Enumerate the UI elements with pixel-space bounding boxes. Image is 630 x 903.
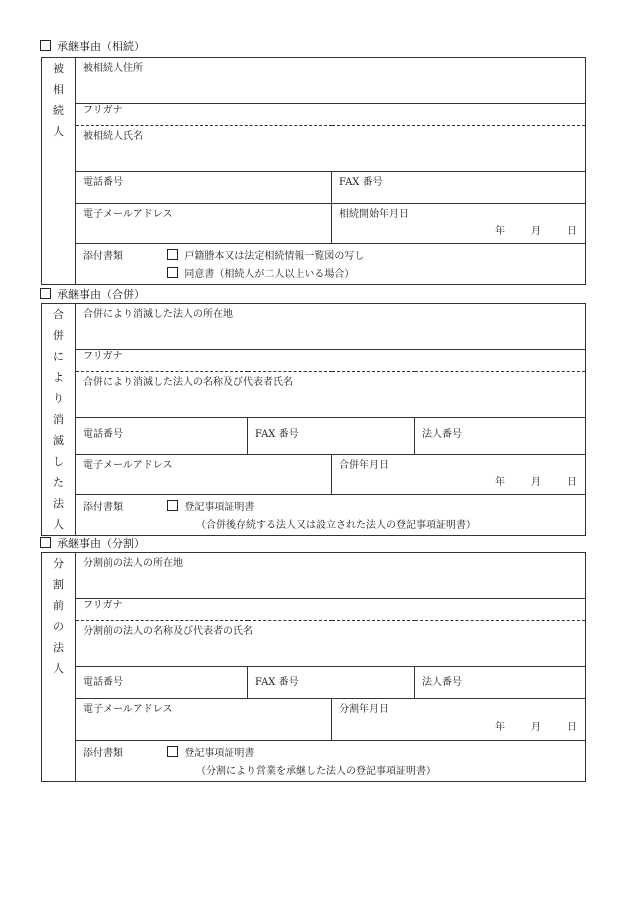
merged-corp-name-label: 合併により消滅した法人の名称及び代表者氏名 xyxy=(83,377,293,389)
registry-certificate-label: 登記事項証明書 xyxy=(184,501,255,513)
split-date-field[interactable] xyxy=(332,699,586,741)
section-split-label: 承継事由（分割） xyxy=(57,537,145,550)
corporate-number-label: 法人番号 xyxy=(422,677,462,688)
fax-field[interactable] xyxy=(248,667,415,699)
consent-label: 同意書（相続人が二人以上いる場合） xyxy=(184,269,355,280)
day-label: 日 xyxy=(567,226,577,237)
day-label: 日 xyxy=(567,722,577,733)
attachments-label: 添付書類 xyxy=(83,501,123,513)
attachments-label: 添付書類 xyxy=(83,748,123,759)
email-field[interactable] xyxy=(76,204,332,244)
year-label: 年 xyxy=(495,226,505,237)
month-label: 月 xyxy=(531,722,541,733)
furigana-label: フリガナ xyxy=(83,351,123,363)
family-register-checkbox[interactable] xyxy=(167,249,178,260)
fax-field[interactable] xyxy=(248,418,415,454)
merged-corp-address-field[interactable] xyxy=(76,304,586,350)
month-label: 月 xyxy=(531,476,541,488)
inheritance-table xyxy=(41,57,586,285)
corporate-number-field[interactable] xyxy=(415,667,586,699)
attachment-note: （合併後存続する法人又は設立された法人の登記事項証明書） xyxy=(196,519,476,531)
corporate-number-field[interactable] xyxy=(415,418,586,454)
registry-certificate-checkbox[interactable] xyxy=(167,746,178,757)
attachments-label: 添付書類 xyxy=(83,251,123,262)
attachments-field xyxy=(76,494,586,535)
email-label: 電子メールアドレス xyxy=(83,209,173,220)
decedent-furigana-field[interactable] xyxy=(76,104,586,126)
merger-table xyxy=(41,303,586,536)
decedent-name-field[interactable] xyxy=(76,126,586,172)
merged-corp-side-label: 合併により消滅した法人 xyxy=(42,304,76,536)
phone-label: 電話番号 xyxy=(83,429,123,441)
year-label: 年 xyxy=(495,722,505,733)
decedent-address-field[interactable] xyxy=(76,58,586,104)
phone-label: 電話番号 xyxy=(83,677,123,688)
email-field[interactable] xyxy=(76,699,332,741)
fax-label: FAX 番号 xyxy=(255,429,299,441)
split-date-label: 分割年月日 xyxy=(339,704,389,715)
pre-split-corp-name-label: 分割前の法人の名称及び代表者の氏名 xyxy=(83,626,253,637)
phone-field[interactable] xyxy=(76,667,248,699)
phone-label: 電話番号 xyxy=(83,177,123,188)
attachment-note: （分割により営業を承継した法人の登記事項証明書） xyxy=(196,766,436,777)
fax-label: FAX 番号 xyxy=(339,177,383,188)
pre-split-corp-address-field[interactable] xyxy=(76,553,586,599)
furigana-label: フリガナ xyxy=(83,600,123,611)
fax-label: FAX 番号 xyxy=(255,677,299,688)
email-label: 電子メールアドレス xyxy=(83,459,173,471)
section-inheritance-title xyxy=(40,40,145,54)
pre-split-corp-side-label: 分割前の法人 xyxy=(42,553,76,782)
merged-corp-address-label: 合併により消滅した法人の所在地 xyxy=(83,309,233,320)
section-split-title xyxy=(40,537,145,551)
family-register-label: 戸籍謄本又は法定相続情報一覧図の写し xyxy=(184,251,365,262)
split-table xyxy=(41,552,586,782)
attachments-field xyxy=(76,244,586,285)
attachments-field xyxy=(76,741,586,782)
section-merger-label: 承継事由（合併） xyxy=(57,288,145,301)
merger-date-label: 合併年月日 xyxy=(339,459,389,471)
phone-field[interactable] xyxy=(76,418,248,454)
email-field[interactable] xyxy=(76,454,332,494)
pre-split-corp-name-field[interactable] xyxy=(76,621,586,667)
registry-certificate-label: 登記事項証明書 xyxy=(184,748,255,759)
fax-field[interactable] xyxy=(332,172,586,204)
decedent-name-label: 被相続人氏名 xyxy=(83,131,143,142)
section-merger-title xyxy=(40,288,145,302)
month-label: 月 xyxy=(531,226,541,237)
decedent-address-label: 被相続人住所 xyxy=(83,63,143,74)
consent-checkbox[interactable] xyxy=(167,267,178,278)
merged-corp-name-field[interactable] xyxy=(76,372,586,418)
merged-corp-furigana-field[interactable] xyxy=(76,350,586,372)
section-merger-checkbox[interactable] xyxy=(40,288,51,299)
inheritance-date-field[interactable] xyxy=(332,204,586,244)
pre-split-corp-address-label: 分割前の法人の所在地 xyxy=(83,558,183,569)
decedent-side-label: 被相続人 xyxy=(42,58,76,285)
section-split-checkbox[interactable] xyxy=(40,537,51,548)
phone-field[interactable] xyxy=(76,172,332,204)
section-inheritance-label: 承継事由（相続） xyxy=(57,40,145,53)
email-label: 電子メールアドレス xyxy=(83,704,173,715)
merger-date-field[interactable] xyxy=(332,454,586,494)
year-label: 年 xyxy=(495,476,505,488)
pre-split-corp-furigana-field[interactable] xyxy=(76,599,586,621)
day-label: 日 xyxy=(567,476,577,488)
corporate-number-label: 法人番号 xyxy=(422,429,462,441)
furigana-label: フリガナ xyxy=(83,105,123,116)
registry-certificate-checkbox[interactable] xyxy=(167,500,178,511)
section-inheritance-checkbox[interactable] xyxy=(40,40,51,51)
inheritance-date-label: 相続開始年月日 xyxy=(339,209,409,220)
